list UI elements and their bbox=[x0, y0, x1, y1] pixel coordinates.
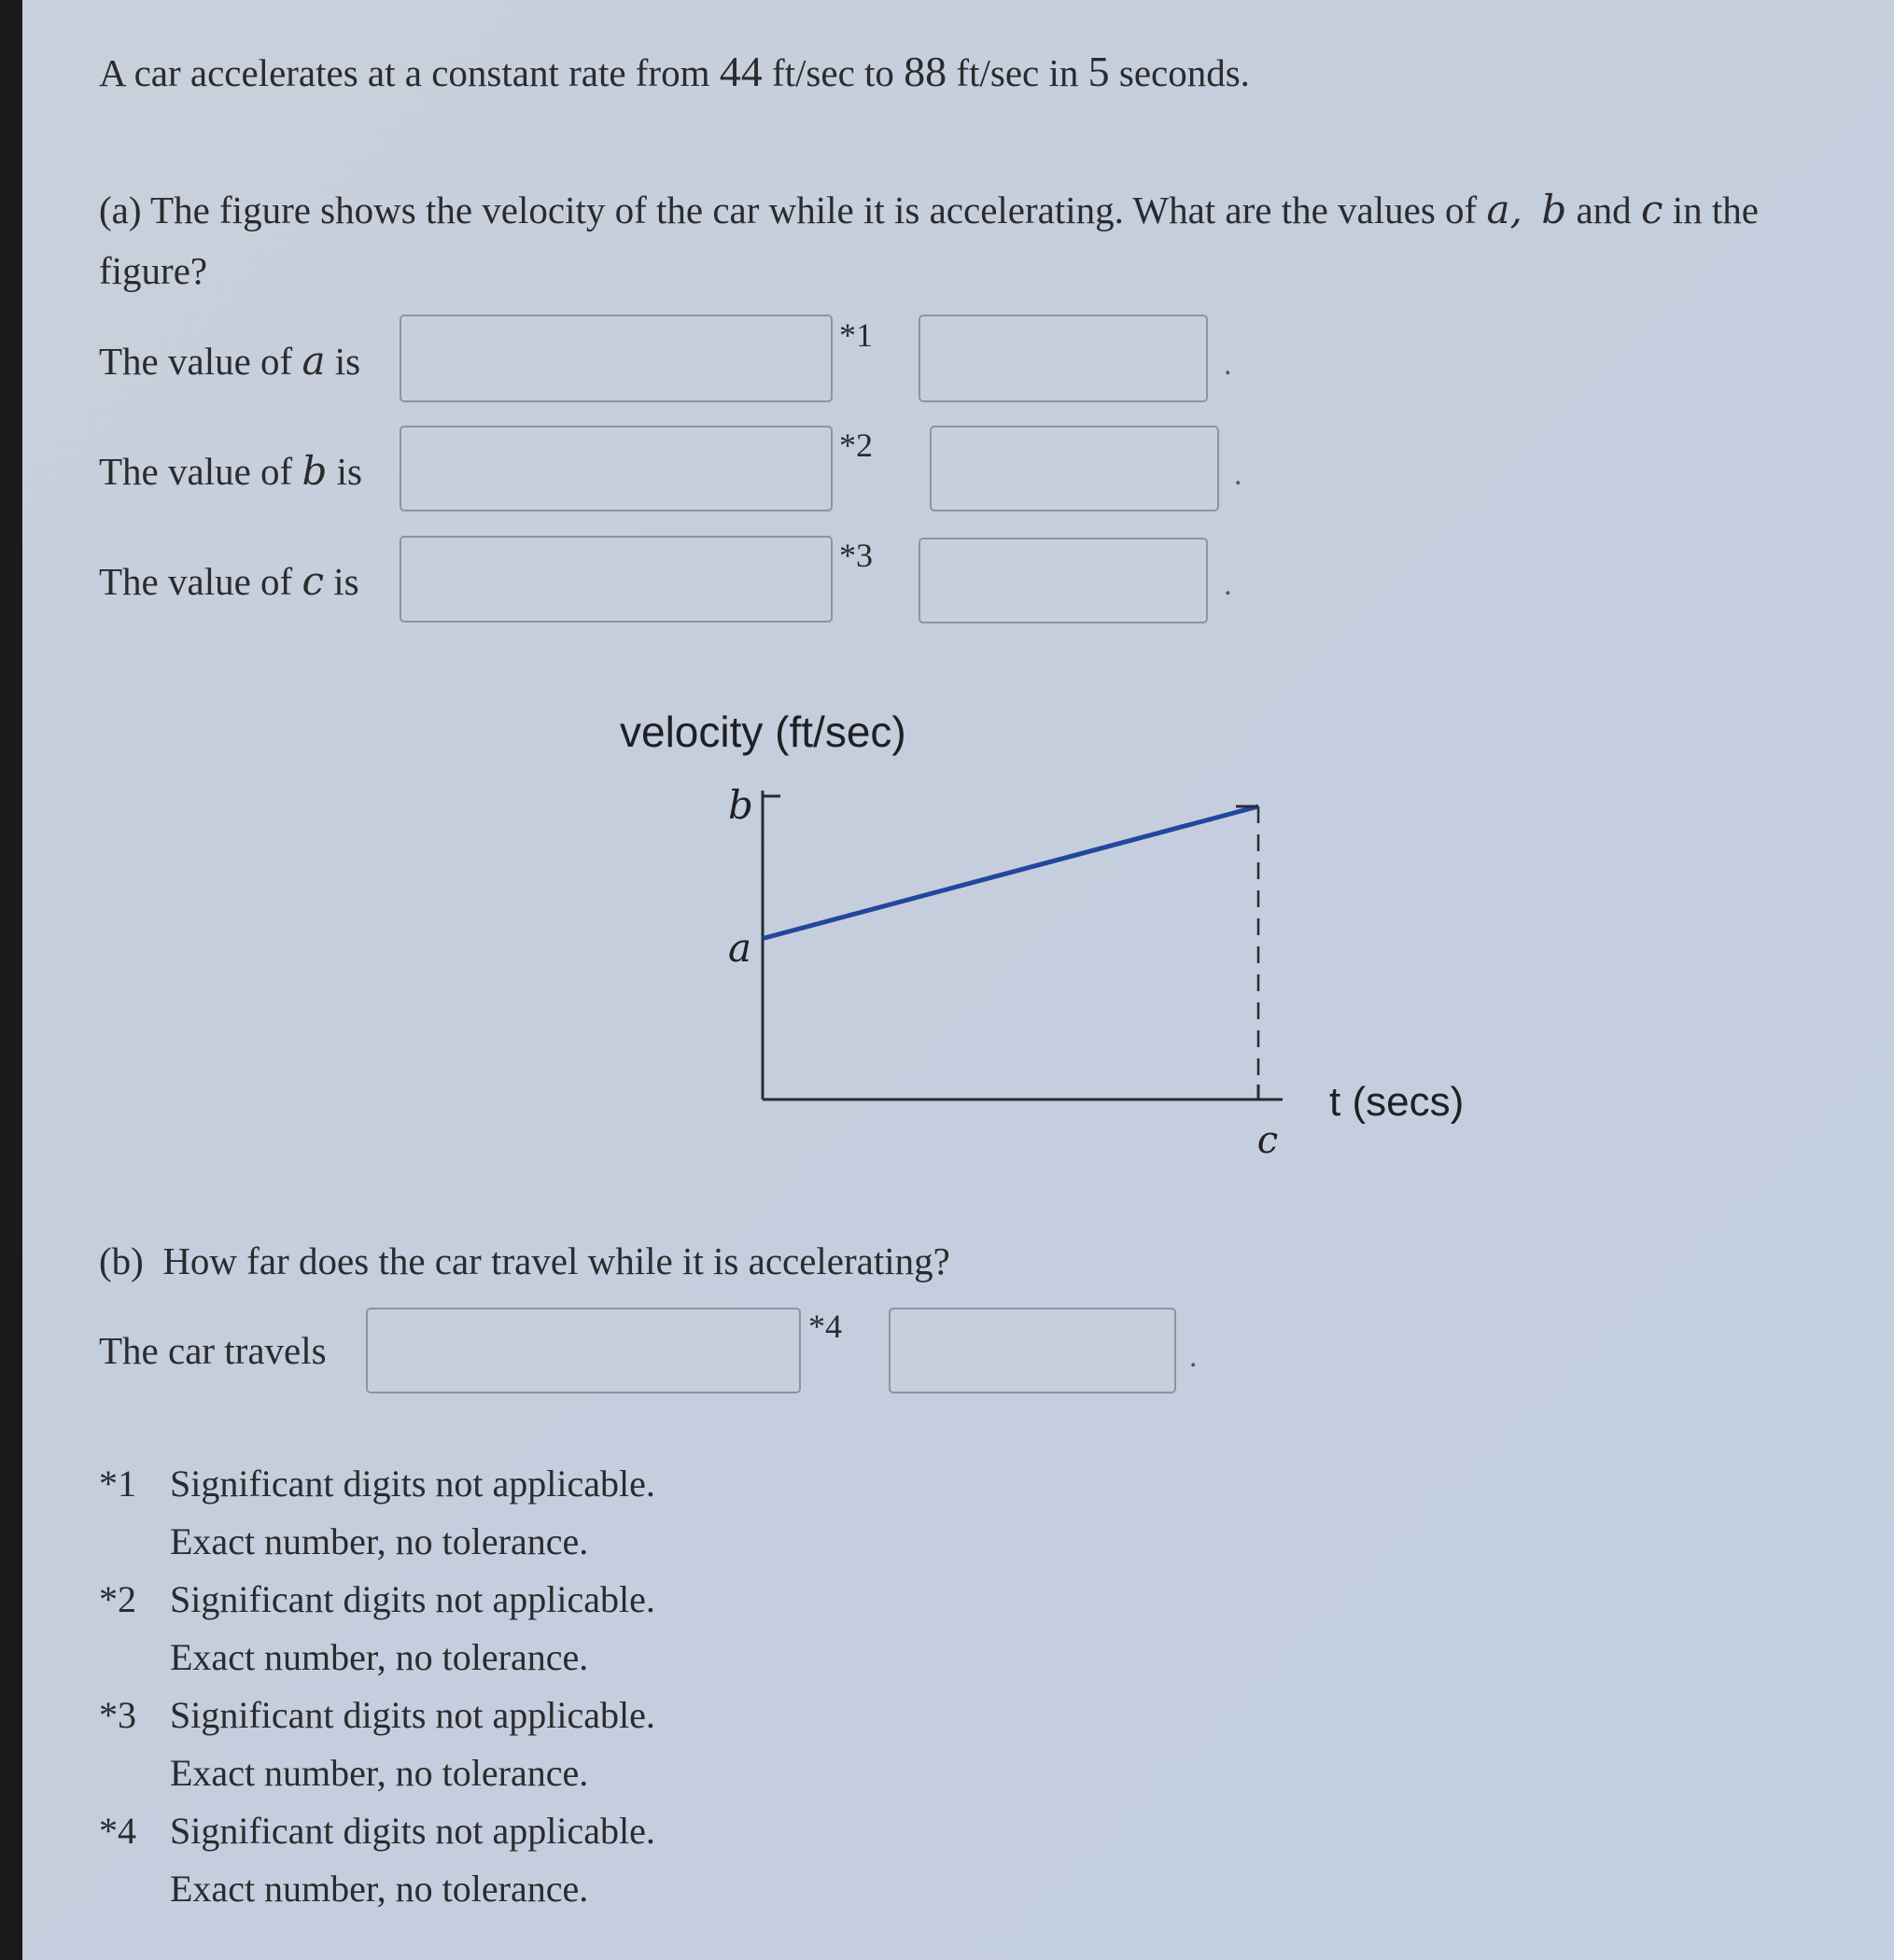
period: . bbox=[1234, 457, 1242, 492]
y-tick-label-a: a bbox=[728, 925, 752, 971]
part-a-text: in the bbox=[1663, 189, 1759, 231]
part-a-text: The figure shows the velocity of the car while it is accelerating. What are the values of bbox=[150, 189, 1487, 231]
footnote-4-line-2: Exact number, no tolerance. bbox=[170, 1868, 589, 1910]
var-b: b bbox=[1541, 187, 1567, 232]
distance-unit-field[interactable] bbox=[889, 1308, 1176, 1393]
footnote-1-line-2: Exact number, no tolerance. bbox=[170, 1520, 589, 1562]
footnote-3 bbox=[99, 1693, 655, 1737]
period: . bbox=[1224, 347, 1232, 382]
intro-text: ft/sec in bbox=[947, 51, 1088, 94]
footnote-line: Significant digits not applicable. bbox=[170, 1694, 655, 1736]
part-b-label: (b) bbox=[99, 1239, 144, 1282]
row-label-text: is bbox=[325, 340, 361, 383]
footnote-mark-2: *2 bbox=[839, 427, 873, 464]
var-a: a, bbox=[1486, 187, 1522, 232]
part-b-text: How far does the car travel while it is accelerating? bbox=[162, 1239, 950, 1282]
footnote-mark: *2 bbox=[99, 1578, 136, 1620]
footnote-mark-3: *3 bbox=[839, 537, 873, 574]
footnote-line: Significant digits not applicable. bbox=[170, 1810, 655, 1852]
part-a-label: (a) bbox=[99, 189, 142, 231]
intro-text: seconds. bbox=[1109, 51, 1250, 94]
velocity-chart bbox=[22, 0, 1894, 1213]
footnote-line: Significant digits not applicable. bbox=[170, 1463, 655, 1505]
part-b-question bbox=[99, 1239, 950, 1283]
initial-velocity: 44 bbox=[719, 48, 763, 95]
row-label-text: is bbox=[323, 560, 359, 603]
footnote-mark-1: *1 bbox=[839, 316, 873, 354]
intro-text: A car accelerates at a constant rate from bbox=[99, 51, 720, 94]
row-label-text: The value of bbox=[99, 450, 302, 493]
distance-unit-input[interactable] bbox=[891, 1309, 1174, 1392]
row-label-text: is bbox=[327, 450, 362, 493]
row-label-text: The value of bbox=[99, 340, 302, 383]
duration: 5 bbox=[1087, 48, 1110, 95]
chart-title: velocity (ft/sec) bbox=[620, 707, 906, 756]
period: . bbox=[1189, 1339, 1198, 1374]
footnote-line: Significant digits not applicable. bbox=[170, 1578, 655, 1620]
screen bbox=[22, 0, 1894, 1960]
footnote-mark: *4 bbox=[99, 1810, 136, 1852]
period: . bbox=[1224, 567, 1232, 602]
footnote-mark: *1 bbox=[99, 1463, 136, 1505]
final-velocity: 88 bbox=[904, 48, 947, 95]
footnote-mark-4: *4 bbox=[808, 1308, 842, 1345]
intro-text: ft/sec to bbox=[762, 51, 905, 94]
row-label-text: The value of bbox=[99, 560, 302, 603]
x-tick-label-c: c bbox=[1256, 1119, 1279, 1162]
part-a-question-cont: figure? bbox=[99, 249, 208, 292]
part-a-text: and bbox=[1566, 189, 1641, 231]
footnote-1 bbox=[99, 1462, 655, 1505]
footnote-2-line-2: Exact number, no tolerance. bbox=[170, 1636, 589, 1678]
car-travels-label: The car travels bbox=[99, 1329, 327, 1372]
distance-field[interactable] bbox=[366, 1308, 801, 1393]
var-b: b bbox=[302, 448, 328, 494]
y-tick-label-b: b bbox=[728, 782, 753, 828]
x-axis-label: t (secs) bbox=[1329, 1079, 1465, 1125]
footnote-2 bbox=[99, 1577, 655, 1621]
var-a: a bbox=[302, 338, 326, 384]
var-c: c bbox=[302, 558, 324, 604]
footnote-4 bbox=[99, 1809, 655, 1853]
footnote-mark: *3 bbox=[99, 1694, 136, 1736]
var-c: c bbox=[1640, 187, 1663, 232]
velocity-line bbox=[763, 806, 1258, 939]
footnote-3-line-2: Exact number, no tolerance. bbox=[170, 1752, 589, 1794]
distance-input[interactable] bbox=[368, 1309, 799, 1392]
